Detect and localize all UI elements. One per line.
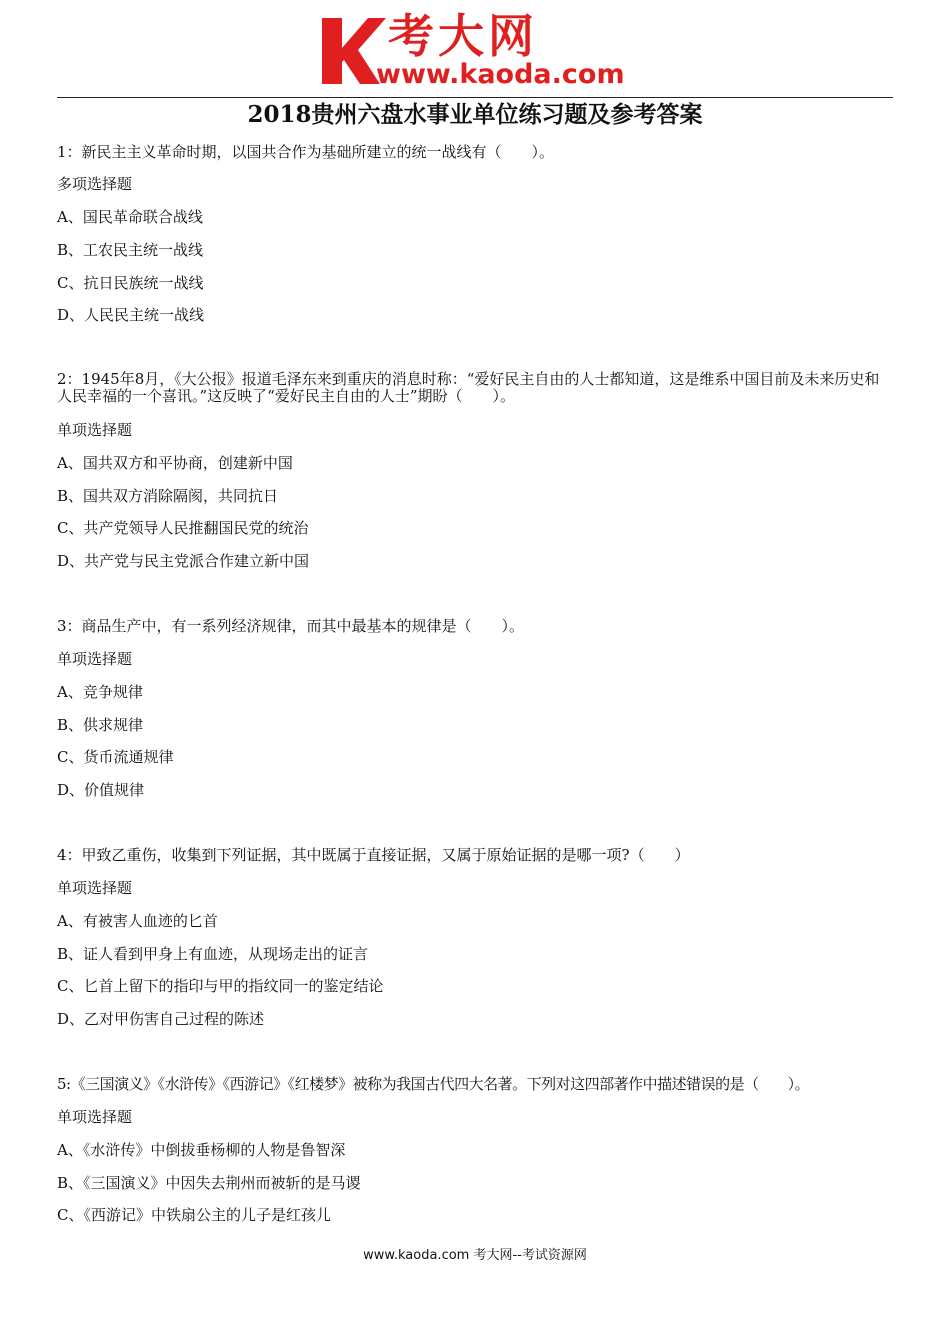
question-1-type: 多项选择题 — [57, 175, 133, 193]
question-5-option-c: C、《西游记》中铁扇公主的儿子是红孩儿 — [57, 1206, 331, 1224]
question-2-option-d: D、共产党与民主党派合作建立新中国 — [57, 552, 310, 570]
question-5-option-a: A、《水浒传》中倒拔垂杨柳的人物是鲁智深 — [57, 1141, 346, 1159]
question-3-stem: 3：商品生产中，有一系列经济规律，而其中最基本的规律是（ ）。 — [57, 617, 525, 635]
logo-chinese-text: 考大网 — [388, 9, 538, 63]
page-footer: www.kaoda.com 考大网--考试资源网 — [363, 1248, 587, 1263]
question-1-option-a: A、国民革命联合战线 — [57, 208, 203, 226]
question-5-type: 单项选择题 — [57, 1108, 133, 1126]
question-2-option-c: C、共产党领导人民推翻国民党的统治 — [57, 519, 309, 537]
question-4-option-d: D、乙对甲伤害自己过程的陈述 — [57, 1010, 265, 1028]
question-5-option-b: B、《三国演义》中因失去荆州而被斩的是马谡 — [57, 1174, 361, 1192]
question-2-option-b: B、国共双方消除隔阂，共同抗日 — [57, 487, 279, 505]
question-5-stem: 5:《三国演义》《水浒传》《西游记》《红楼梦》被称为我国古代四大名著。下列对这四部著作中描述错误的是（ ）。 — [57, 1075, 810, 1093]
question-1-option-b: B、工农民主统一战线 — [57, 241, 204, 259]
question-2-type: 单项选择题 — [57, 421, 133, 439]
header-divider — [57, 97, 893, 98]
question-4-option-b: B、证人看到甲身上有血迹，从现场走出的证言 — [57, 945, 369, 963]
question-4-stem: 4：甲致乙重伤，收集到下列证据，其中既属于直接证据，又属于原始证据的是哪一项?（ ） — [57, 846, 690, 864]
question-4-type: 单项选择题 — [57, 879, 133, 897]
question-1-option-d: D、人民民主统一战线 — [57, 306, 205, 324]
question-2-option-a: A、国共双方和平协商，创建新中国 — [57, 454, 293, 472]
question-3-option-b: B、供求规律 — [57, 716, 144, 734]
question-3-type: 单项选择题 — [57, 650, 133, 668]
question-3-option-c: C、货币流通规律 — [57, 748, 174, 766]
document-title: 2018贵州六盘水事业单位练习题及参考答案 — [247, 101, 703, 128]
question-3-option-a: A、竞争规律 — [57, 683, 143, 701]
question-3-option-d: D、价值规律 — [57, 781, 145, 799]
site-logo — [318, 8, 638, 92]
question-1-stem: 1：新民主主义革命时期，以国共合作为基础所建立的统一战线有（ ）。 — [57, 143, 555, 161]
question-4-option-c: C、匕首上留下的指印与甲的指纹同一的鉴定结论 — [57, 977, 384, 995]
question-2-stem: 2：1945年8月，《大公报》报道毛泽东来到重庆的消息时称：“爱好民主自由的人士都知道，这是维系中国目前及未来历史和人民幸福的一个喜讯。”这反映了“爱好民主自由的人士”期盼（ ）。 — [57, 370, 880, 405]
question-1-option-c: C、抗日民族统一战线 — [57, 274, 204, 292]
question-4-option-a: A、有被害人血迹的匕首 — [57, 912, 218, 930]
logo-url-text: www.kaoda.com — [376, 59, 625, 90]
